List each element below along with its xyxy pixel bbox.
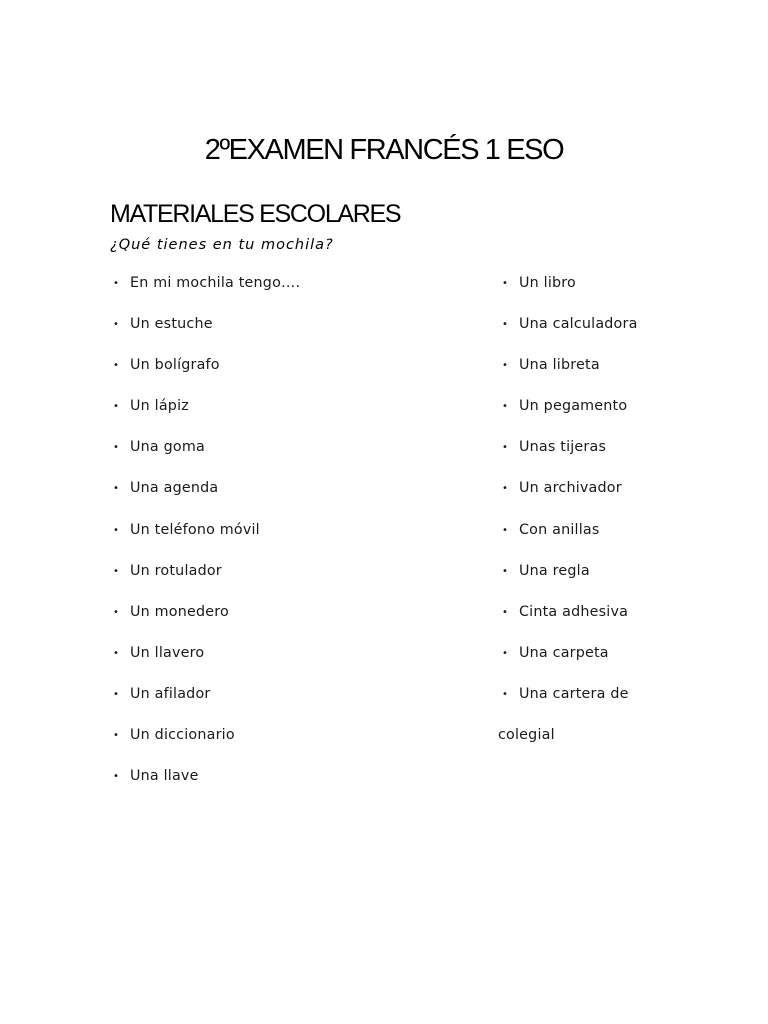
list-item-text: Una llave [130, 768, 199, 785]
list-item-text: Con anillas [519, 521, 600, 538]
list-item-text: Un monedero [130, 603, 229, 620]
list-item [502, 396, 638, 437]
list-item-text: Un pegamento [519, 398, 628, 415]
list-item [113, 396, 300, 437]
bullet-icon: • [113, 730, 120, 742]
bullet-icon: • [502, 278, 509, 289]
list-item [502, 314, 638, 355]
list-item-text: Un archivador [519, 480, 622, 497]
list-item [502, 520, 638, 561]
page-title: 2ºEXAMEN FRANCÉS 1 ESO [204, 134, 564, 166]
bullet-icon: • [113, 647, 120, 659]
list-item [502, 437, 638, 478]
bullet-icon: • [502, 442, 509, 454]
list-item [113, 520, 300, 561]
bullet-icon: • [113, 442, 120, 454]
right-item-list [502, 273, 638, 725]
bullet-icon: • [502, 565, 509, 577]
list-item-text: Un bolígrafo [130, 357, 220, 374]
section-subtitle: ¿Qué tienes en tu mochila? [110, 237, 334, 253]
bullet-icon: • [502, 606, 509, 618]
list-item [113, 314, 300, 355]
bullet-icon: • [502, 647, 509, 659]
list-item [502, 602, 638, 643]
list-item-text: Una goma [130, 439, 205, 456]
section-heading: MATERIALES ESCOLARES [110, 200, 401, 228]
bullet-icon: • [113, 606, 120, 618]
bullet-icon: • [502, 524, 509, 536]
list-item-text: Una agenda [130, 480, 219, 497]
bullet-icon: • [113, 483, 120, 495]
list-item [113, 684, 300, 725]
list-item-text: Un rotulador [130, 562, 222, 579]
bullet-icon: • [502, 688, 509, 700]
list-item-text: Una regla [519, 562, 590, 579]
list-item [502, 561, 638, 602]
bullet-icon: • [502, 360, 509, 372]
list-item [113, 561, 300, 602]
list-item [502, 643, 638, 684]
list-item-text: Un libro [519, 275, 577, 291]
list-item [502, 478, 638, 519]
bullet-icon: • [113, 319, 120, 331]
list-item-text: Un lápiz [130, 398, 189, 415]
list-item-text: Un teléfono móvil [130, 521, 260, 538]
bullet-icon: • [113, 278, 120, 289]
list-item-text: Un diccionario [130, 727, 235, 744]
list-item [113, 478, 300, 519]
bullet-icon: • [113, 771, 120, 783]
list-item-text: Una libreta [519, 357, 600, 374]
list-item-text: Una carpeta [519, 644, 609, 661]
list-item [113, 355, 300, 396]
list-item [113, 766, 300, 807]
list-item-text: Un afilador [130, 685, 211, 702]
list-item-continuation: colegial [498, 727, 555, 743]
list-item [113, 273, 300, 314]
bullet-icon: • [502, 319, 509, 331]
list-item-text: Un estuche [130, 316, 213, 333]
bullet-icon: • [113, 360, 120, 372]
left-item-list [113, 273, 300, 807]
list-item [502, 684, 638, 725]
bullet-icon: • [502, 401, 509, 413]
list-item [113, 437, 300, 478]
bullet-icon: • [502, 483, 509, 495]
list-item [113, 602, 300, 643]
bullet-icon: • [113, 565, 120, 577]
list-item [502, 273, 638, 314]
list-item-text: Una cartera de [519, 685, 629, 702]
list-item-text: En mi mochila tengo…. [130, 275, 301, 291]
list-item-text: Unas tijeras [519, 439, 607, 456]
list-item [113, 725, 300, 766]
list-item [113, 643, 300, 684]
list-item-text: Una calculadora [519, 316, 638, 333]
list-item [502, 355, 638, 396]
bullet-icon: • [113, 401, 120, 413]
list-item-text: Un llavero [130, 644, 205, 661]
bullet-icon: • [113, 688, 120, 700]
list-item-text: Cinta adhesiva [519, 603, 629, 620]
bullet-icon: • [113, 524, 120, 536]
